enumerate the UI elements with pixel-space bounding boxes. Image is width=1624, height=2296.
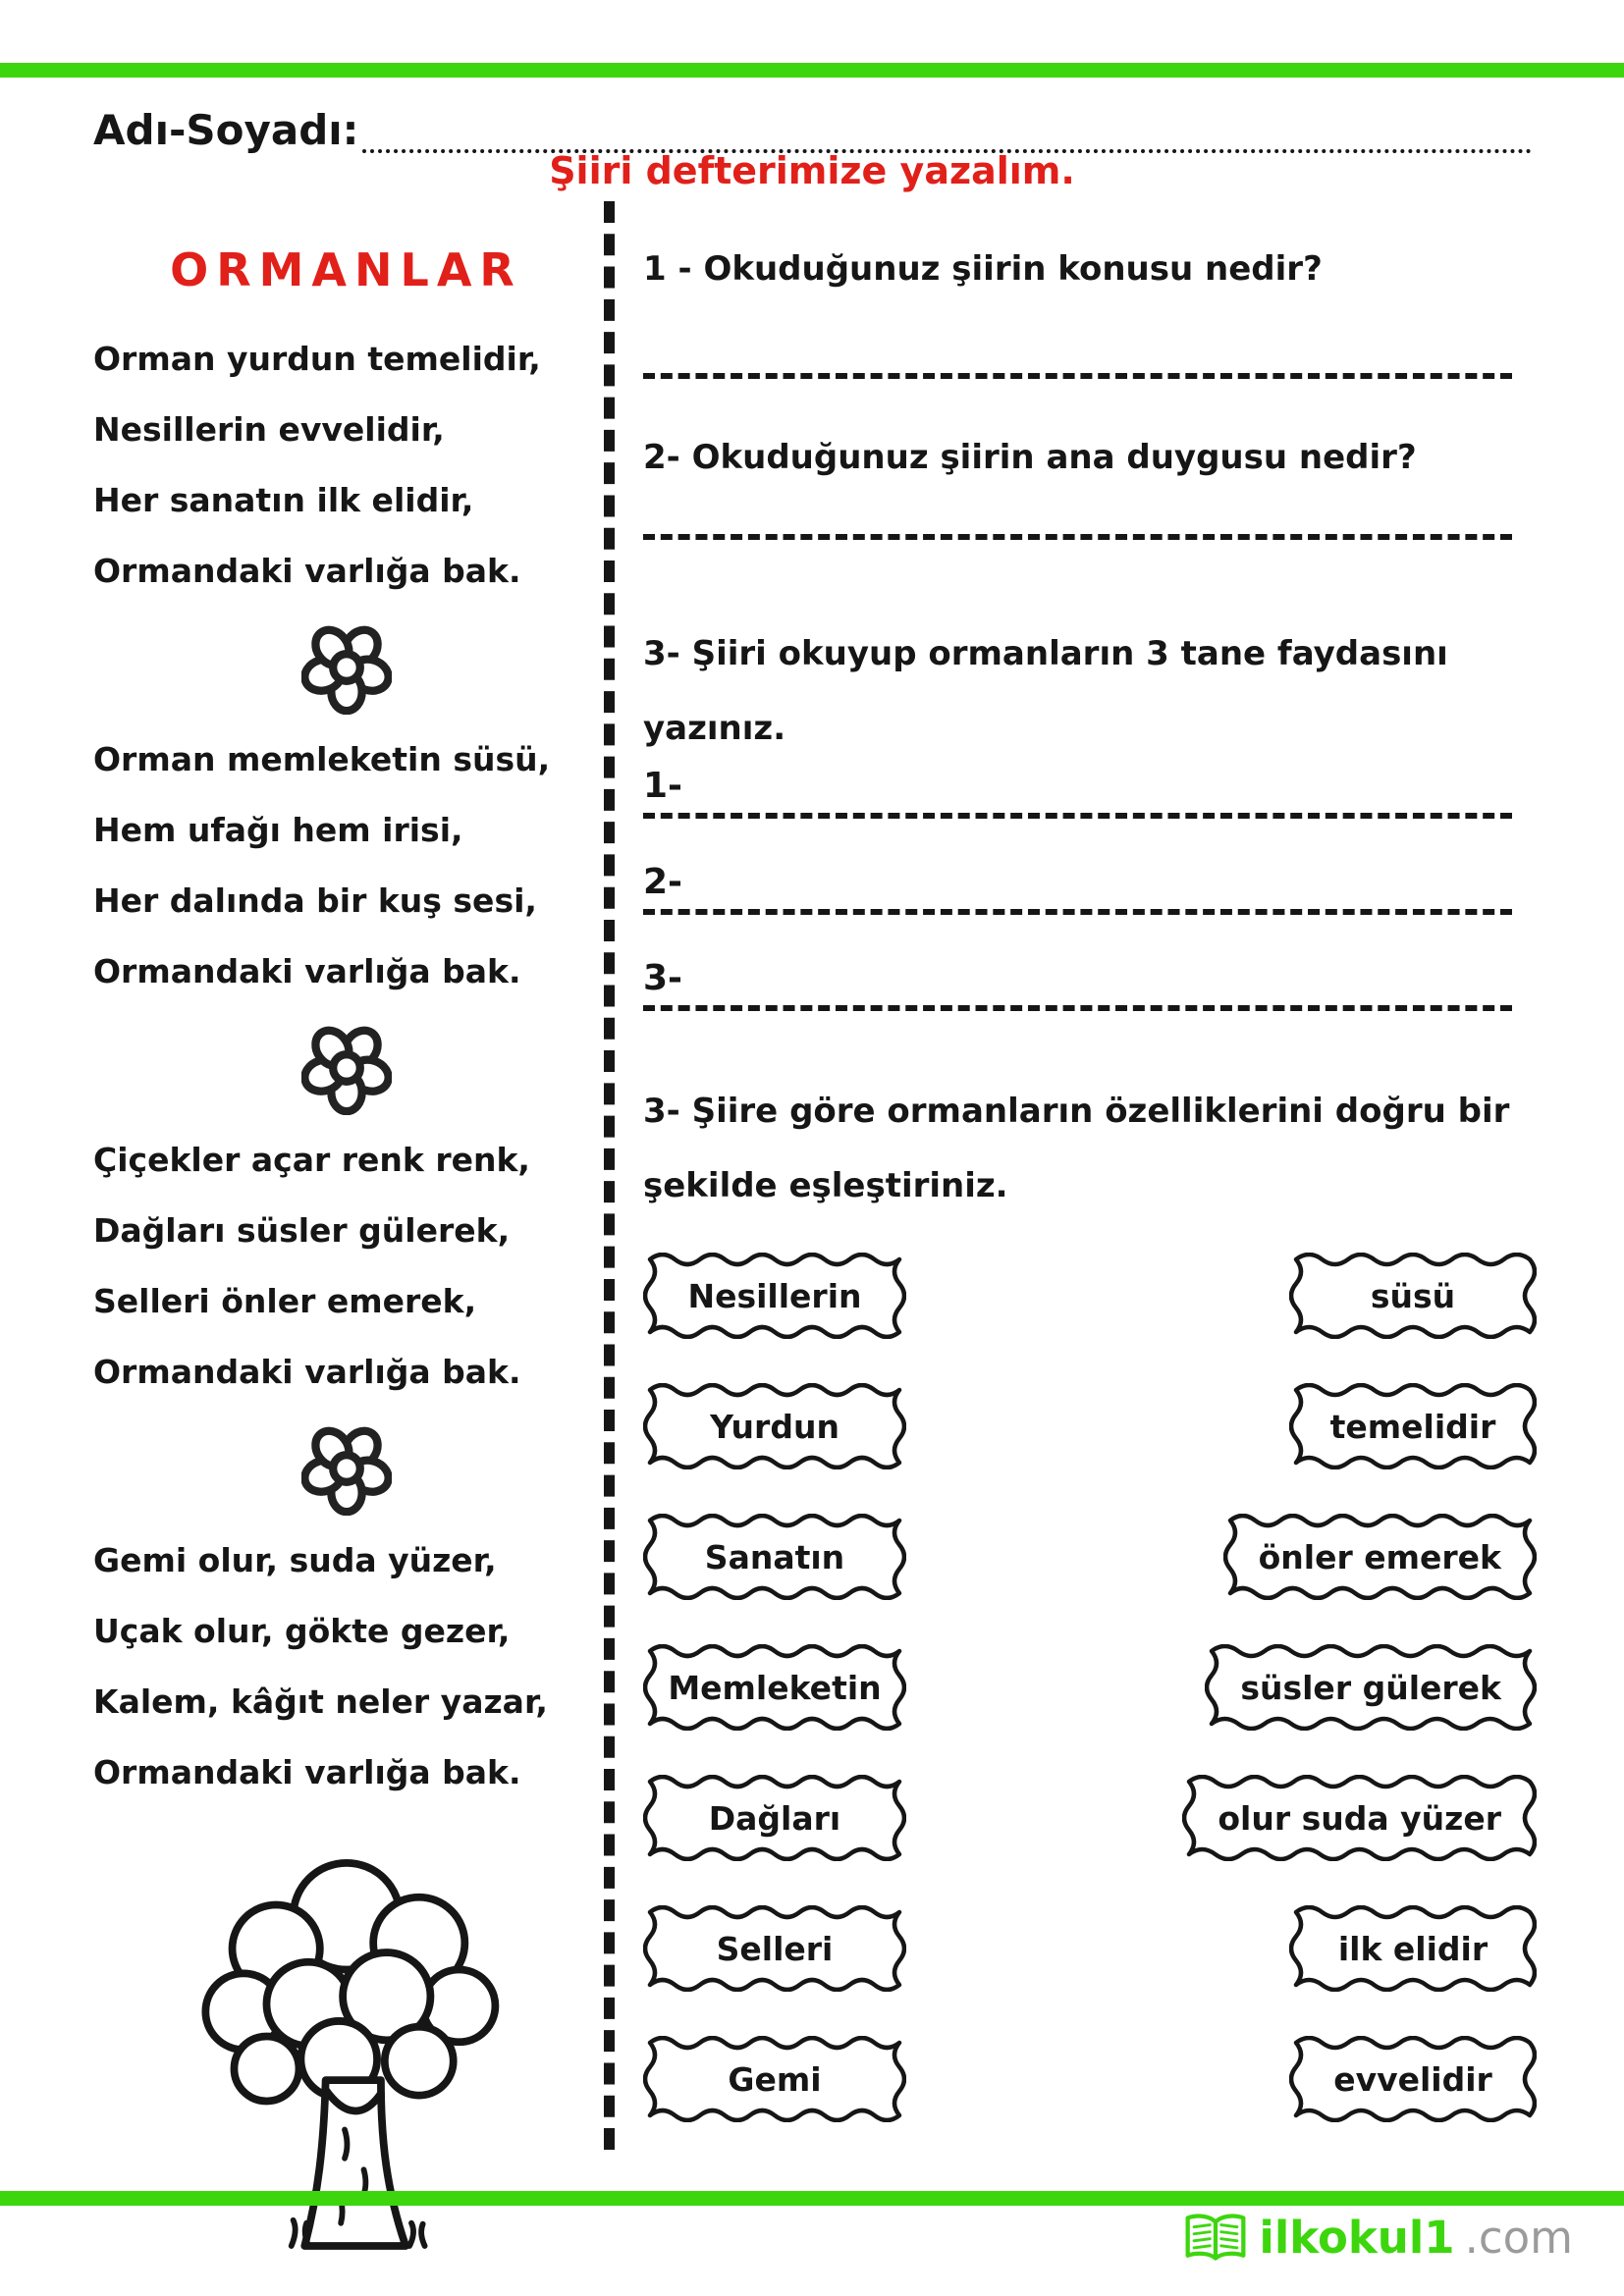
- match-right-label: süsü: [1370, 1276, 1456, 1315]
- top-green-bar: [0, 63, 1624, 78]
- poem-line: Orman yurdun temelidir,: [93, 340, 541, 378]
- match-right-label: temelidir: [1329, 1407, 1496, 1446]
- questions-column: [643, 236, 1537, 2166]
- match-right-box[interactable]: [1182, 1775, 1537, 1861]
- question-2: 2- Okuduğunuz şiirin ana duygusu nedir?: [643, 438, 1417, 477]
- match-left-box[interactable]: [643, 1644, 906, 1731]
- match-left-label: Sanatın: [704, 1537, 845, 1576]
- match-right-box[interactable]: [1289, 2036, 1537, 2122]
- name-row: [93, 106, 1532, 153]
- name-label: Adı-Soyadı:: [93, 105, 359, 154]
- match-left-box[interactable]: [643, 1514, 906, 1600]
- poem-line: Kalem, kâğıt neler yazar,: [93, 1682, 548, 1721]
- match-left-label: Yurdun: [710, 1407, 839, 1446]
- match-left-label: Selleri: [716, 1929, 834, 1968]
- flower-icon: [301, 1421, 392, 1516]
- item-number: 3-: [643, 958, 682, 998]
- poem-line: Her sanatın ilk elidir,: [93, 481, 474, 519]
- question-1: 1 - Okuduğunuz şiirin konusu nedir?: [643, 249, 1323, 289]
- match-right-label: ilk elidir: [1337, 1929, 1489, 1968]
- answer-line-q1[interactable]: [643, 373, 1512, 379]
- item-number: 1-: [643, 766, 682, 806]
- match-right-label: olur suda yüzer: [1218, 1798, 1501, 1838]
- flower-icon: [301, 1021, 392, 1115]
- question-3: 3- Şiiri okuyup ormanların 3 tane faydasını yazınız.: [643, 634, 1448, 748]
- brand-suffix: .com: [1464, 2212, 1573, 2264]
- match-left-box[interactable]: [643, 1253, 906, 1339]
- q3-answer-item-3: [643, 958, 1537, 1011]
- matching-exercise: [643, 1253, 1537, 2122]
- answer-line-item-3[interactable]: [643, 1005, 1512, 1011]
- answer-line-item-1[interactable]: [643, 813, 1512, 819]
- poem-line: Orman memleketin süsü,: [93, 740, 551, 778]
- poem-line: Gemi olur, suda yüzer,: [93, 1541, 497, 1579]
- match-right-label: evvelidir: [1333, 2059, 1492, 2099]
- poem-line: Ormandaki varlığa bak.: [93, 1753, 521, 1791]
- q3-answer-item-1: [643, 766, 1537, 819]
- match-right-box[interactable]: [1289, 1383, 1537, 1469]
- answer-line-q2[interactable]: [643, 534, 1512, 540]
- open-book-icon: [1182, 2212, 1249, 2265]
- poem-line: Selleri önler emerek,: [93, 1282, 477, 1320]
- match-left-label: Nesillerin: [687, 1276, 862, 1315]
- match-right-box[interactable]: [1289, 1253, 1537, 1339]
- poem-line: Ormandaki varlığa bak.: [93, 1353, 521, 1391]
- match-left-box[interactable]: [643, 1905, 906, 1992]
- flower-icon: [301, 620, 392, 715]
- poem-title: ORMANLAR: [170, 243, 522, 296]
- name-fill-line[interactable]: [362, 106, 1532, 153]
- match-right-box[interactable]: [1205, 1644, 1537, 1731]
- match-left-label: Dağları: [708, 1798, 841, 1838]
- poem-line: Ormandaki varlığa bak.: [93, 952, 521, 990]
- match-row: [643, 1644, 1537, 1731]
- match-row: [643, 2036, 1537, 2122]
- match-left-label: Memleketin: [668, 1668, 882, 1707]
- item-number: 2-: [643, 862, 682, 902]
- poem-line: Hem ufağı hem irisi,: [93, 811, 463, 849]
- match-left-box[interactable]: [643, 1775, 906, 1861]
- poem-line: Çiçekler açar renk renk,: [93, 1141, 530, 1179]
- match-left-label: Gemi: [728, 2059, 822, 2099]
- match-right-label: süsler gülerek: [1240, 1668, 1501, 1707]
- poem-line: Nesillerin evvelidir,: [93, 410, 445, 449]
- poem-column: [93, 243, 599, 2262]
- match-row: [643, 1253, 1537, 1339]
- page-subtitle: Şiiri defterimize yazalım.: [549, 149, 1075, 192]
- column-divider: [604, 201, 615, 2150]
- poem-line: Dağları süsler gülerek,: [93, 1211, 511, 1250]
- match-right-box[interactable]: [1289, 1905, 1537, 1992]
- poem-stanza-3: [93, 1125, 599, 1408]
- answer-line-item-2[interactable]: [643, 909, 1512, 915]
- match-row: [643, 1905, 1537, 1992]
- poem-stanza-2: [93, 724, 599, 1007]
- question-4: 3- Şiire göre ormanların özelliklerini doğru bir şekilde eşleştiriniz.: [643, 1092, 1510, 1205]
- bottom-green-bar: [0, 2191, 1624, 2206]
- poem-stanza-1: [93, 324, 599, 607]
- poem-line: Uçak olur, gökte gezer,: [93, 1612, 511, 1650]
- match-left-box[interactable]: [643, 2036, 906, 2122]
- match-left-box[interactable]: [643, 1383, 906, 1469]
- poem-stanza-4: [93, 1525, 599, 1808]
- brand-name: ilkokul1: [1259, 2212, 1455, 2264]
- site-logo: [1182, 2209, 1573, 2268]
- match-right-box[interactable]: [1223, 1514, 1537, 1600]
- match-right-label: önler emerek: [1258, 1537, 1501, 1576]
- q3-answer-item-2: [643, 862, 1537, 915]
- poem-line: Her dalında bir kuş sesi,: [93, 881, 537, 920]
- match-row: [643, 1775, 1537, 1861]
- match-row: [643, 1514, 1537, 1600]
- poem-line: Ormandaki varlığa bak.: [93, 552, 521, 590]
- match-row: [643, 1383, 1537, 1469]
